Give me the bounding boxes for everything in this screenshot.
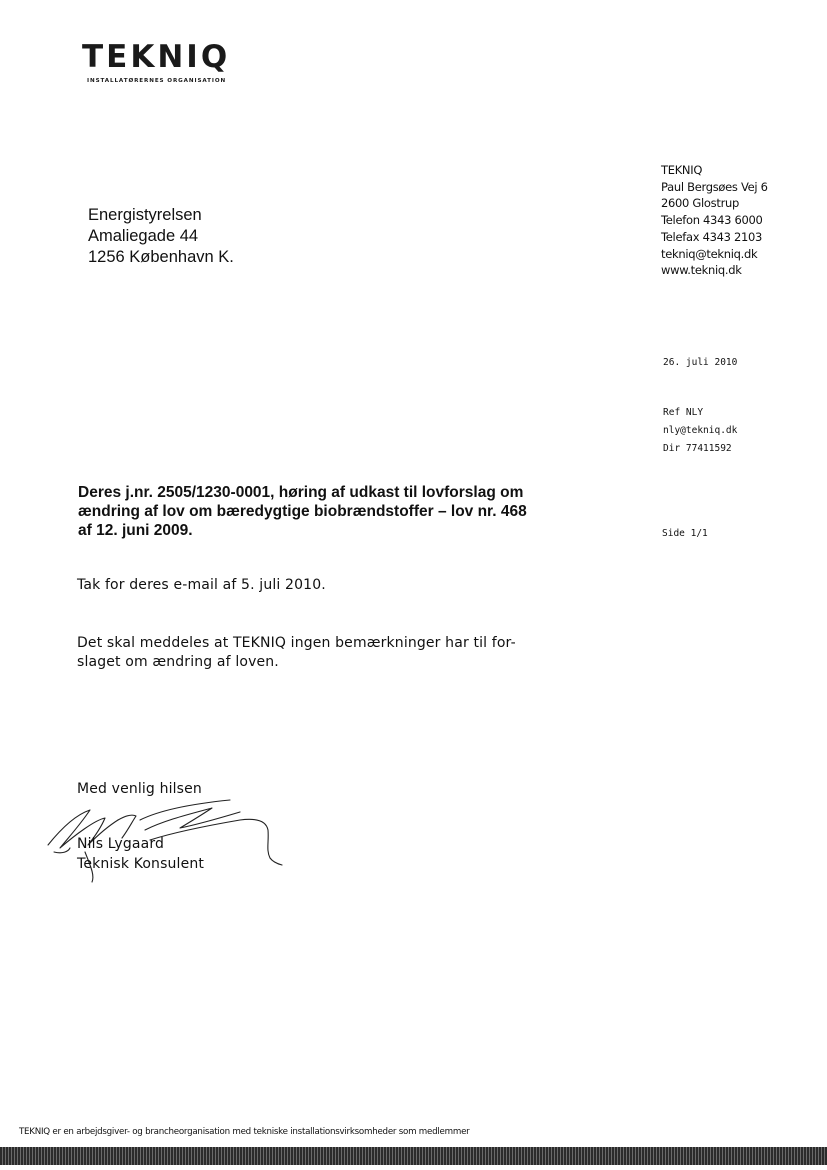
signer-title: Teknisk Konsulent [77,856,205,872]
reference-line: Dir 77411592 [663,443,732,454]
sender-website: www.tekniq.dk [661,263,742,278]
reference-line: nly@tekniq.dk [663,425,738,436]
sender-line: Telefax 4343 2103 [661,229,763,244]
recipient-line: 1256 København K. [88,248,234,266]
logo-wordmark: TEKNIQ [82,39,231,75]
letter-subject [78,483,598,540]
subject-line: af 12. juni 2009. [78,522,193,539]
footer-bar [0,1147,827,1165]
logo-tagline: INSTALLATØRERNES ORGANISATION [87,78,227,84]
closing-greeting: Med venlig hilsen [77,781,202,797]
letter-date: 26. juli 2010 [663,357,738,368]
page-indicator: Side 1/1 [662,528,708,539]
sender-line: TEKNIQ [661,163,703,177]
subject-line: Deres j.nr. 2505/1230-0001, høring af udkast til lovforslag om [78,484,524,501]
footer-note: TEKNIQ er en arbejdsgiver- og brancheorganisation med tekniske installationsvirksomheder som medlemmer [19,1127,470,1137]
recipient-line: Energistyrelsen [88,206,202,224]
signer-name: Nils Lygaard [77,836,165,852]
sender-line: Paul Bergsøes Vej 6 [661,179,768,194]
sender-line: Telefon 4343 6000 [661,213,763,228]
subject-line: ændring af lov om bæredygtige biobrændstoffer – lov nr. 468 [78,503,527,520]
sender-email: tekniq@tekniq.dk [661,246,758,261]
body-line: slaget om ændring af loven. [77,654,279,670]
reference-block [663,404,737,458]
reference-line: Ref NLY [663,407,704,418]
body-paragraph: Tak for deres e-mail af 5. juli 2010. [77,577,326,593]
sender-line: 2600 Glostrup [661,196,739,211]
recipient-address [88,205,234,268]
recipient-line: Amaliegade 44 [88,227,199,245]
sender-address [661,162,768,279]
organization-logo [82,39,231,84]
body-paragraph [77,634,516,672]
body-line: Det skal meddeles at TEKNIQ ingen bemærkninger har til for- [77,635,516,651]
